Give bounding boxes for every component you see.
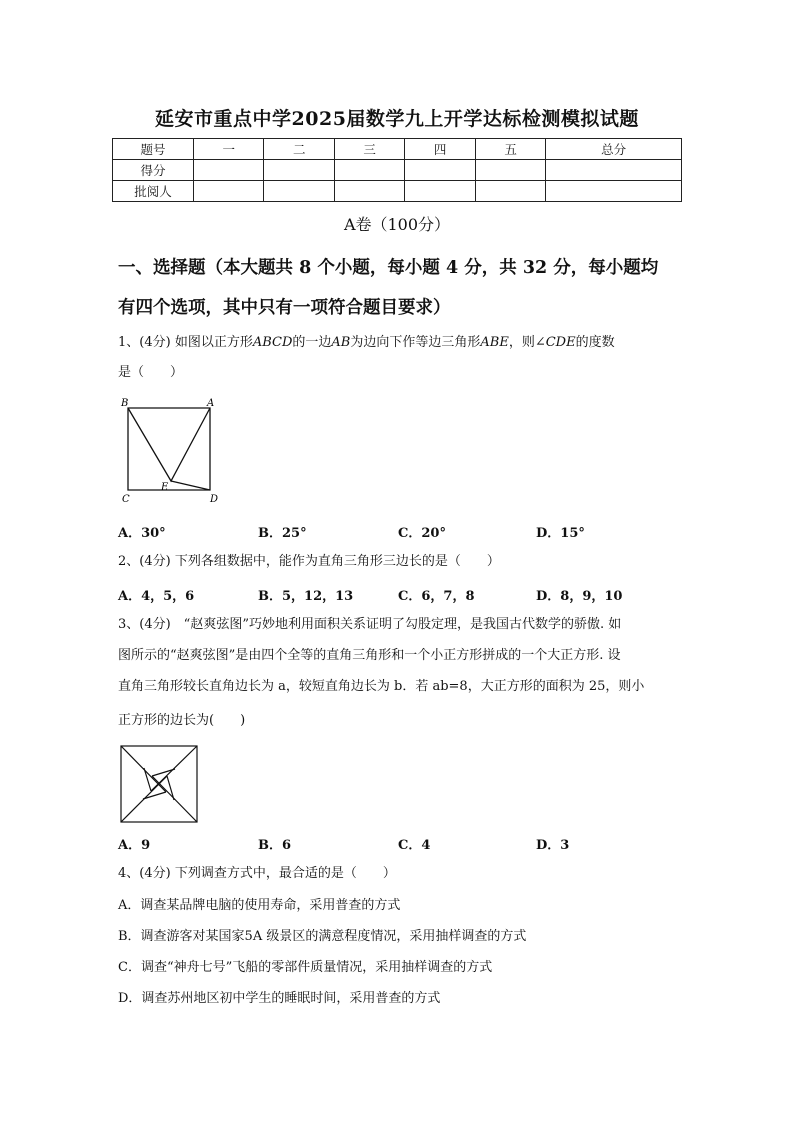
q4-option-c[interactable]: C．调查“神舟七号”飞船的零部件质量情况，采用抽样调查的方式 [118, 960, 493, 975]
q1-math: ABE [480, 335, 509, 350]
triangle-edge [152, 769, 175, 776]
score-table-header-cell: 三 [334, 139, 404, 160]
score-cell [475, 181, 545, 202]
q1-math: CDE [545, 335, 576, 350]
score-table-header-cell: 一 [194, 139, 264, 160]
q1-option-d[interactable]: D．15° [536, 526, 585, 541]
q3-option-a[interactable]: A．9 [118, 838, 151, 853]
score-table-header-cell: 五 [475, 139, 545, 160]
score-table-header-cell: 二 [264, 139, 334, 160]
q1-text-part: 1、(4分) 如图以正方形 [118, 335, 253, 350]
q1-math: AB [331, 335, 351, 350]
q1-option-b[interactable]: B．25° [258, 526, 307, 541]
q4-option-b[interactable]: B．调查游客对某国家5A 级景区的满意程度情况，采用抽样调查的方式 [118, 929, 527, 944]
section-a-title: A卷（100分） [343, 215, 451, 234]
score-cell [405, 181, 475, 202]
label-a: A [207, 398, 215, 409]
score-table-row [113, 160, 682, 181]
score-cell [194, 160, 264, 181]
score-cell [546, 160, 682, 181]
exam-title: 延安市重点中学2025届数学九上开学达标检测模拟试题 [155, 108, 639, 130]
question-3-line1: 3、(4分) “赵爽弦图”巧妙地利用面积关系证明了勾股定理，是我国古代数学的骄傲. 如 [118, 617, 622, 632]
q1-option-a[interactable]: A．30° [118, 526, 166, 541]
q2-option-b[interactable]: B．5，12，13 [258, 589, 354, 604]
score-table-header-cell: 四 [405, 139, 475, 160]
segment-ed [171, 481, 210, 490]
triangle-edge [143, 792, 166, 799]
score-table-row [113, 181, 682, 202]
score-table-header-cell: 总分 [546, 139, 682, 160]
q2-option-c[interactable]: C．6，7，8 [398, 589, 475, 604]
score-cell [194, 181, 264, 202]
q1-math: ABCD [252, 335, 293, 350]
score-row-label: 得分 [113, 160, 194, 181]
question-3-line3: 直角三角形较长直角边长为 a，较短直角边长为 b．若 ab=8，大正方形的面积为 25，则小 [118, 679, 645, 694]
score-cell [334, 181, 404, 202]
q4-option-a[interactable]: A．调查某品牌电脑的使用寿命，采用普查的方式 [118, 898, 401, 913]
score-table-header-row [113, 139, 682, 160]
label-c: C [122, 494, 130, 505]
label-b: B [121, 398, 129, 409]
triangle-edge [167, 776, 174, 800]
q1-option-c[interactable]: C．20° [398, 526, 446, 541]
zhao-shuang-chord-figure [120, 745, 200, 825]
question-1-line2: 是（ ） [118, 365, 184, 380]
q1-text-part: 的一边 [292, 335, 332, 350]
score-table [112, 138, 682, 202]
label-e: E [161, 482, 169, 493]
equilateral-triangle-abe [128, 408, 210, 481]
triangle-edge [144, 768, 151, 791]
q3-option-c[interactable]: C．4 [398, 838, 431, 853]
q1-square-figure [118, 396, 228, 510]
score-cell [546, 181, 682, 202]
q2-option-a[interactable]: A．4，5，6 [118, 589, 195, 604]
question-3-line2: 图所示的“赵爽弦图”是由四个全等的直角三角形和一个小正方形拼成的一个大正方形. 设 [118, 648, 621, 663]
question-1-line1 [118, 334, 688, 352]
question-3-line4: 正方形的边长为( ) [118, 713, 246, 728]
label-d: D [210, 494, 219, 505]
score-cell [264, 160, 334, 181]
q4-option-d[interactable]: D．调查苏州地区初中学生的睡眠时间，采用普查的方式 [118, 991, 441, 1006]
triangle-edge [151, 746, 197, 791]
q1-text-part: ，则∠ [508, 335, 546, 350]
score-row-label: 批阅人 [113, 181, 194, 202]
score-cell [475, 160, 545, 181]
q1-text-part: 为边向下作等边三角形 [350, 335, 481, 350]
triangle-edge [121, 746, 166, 792]
part1-heading-line2: 有四个选项，其中只有一项符合题目要求） [118, 298, 451, 318]
q3-option-b[interactable]: B．6 [258, 838, 292, 853]
q2-option-d[interactable]: D．8，9，10 [536, 589, 623, 604]
q1-text-part: 的度数 [575, 335, 615, 350]
triangle-edge [152, 776, 197, 822]
question-4: 4、(4分) 下列调查方式中，最合适的是（ ） [118, 866, 396, 881]
q3-option-d[interactable]: D．3 [536, 838, 570, 853]
part1-heading-line1: 一、选择题（本大题共 8 个小题，每小题 4 分，共 32 分，每小题均 [118, 258, 659, 278]
question-2: 2、(4分) 下列各组数据中，能作为直角三角形三边长的是（ ） [118, 554, 500, 569]
score-cell [264, 181, 334, 202]
score-table-header-cell: 题号 [113, 139, 194, 160]
score-cell [405, 160, 475, 181]
score-cell [334, 160, 404, 181]
